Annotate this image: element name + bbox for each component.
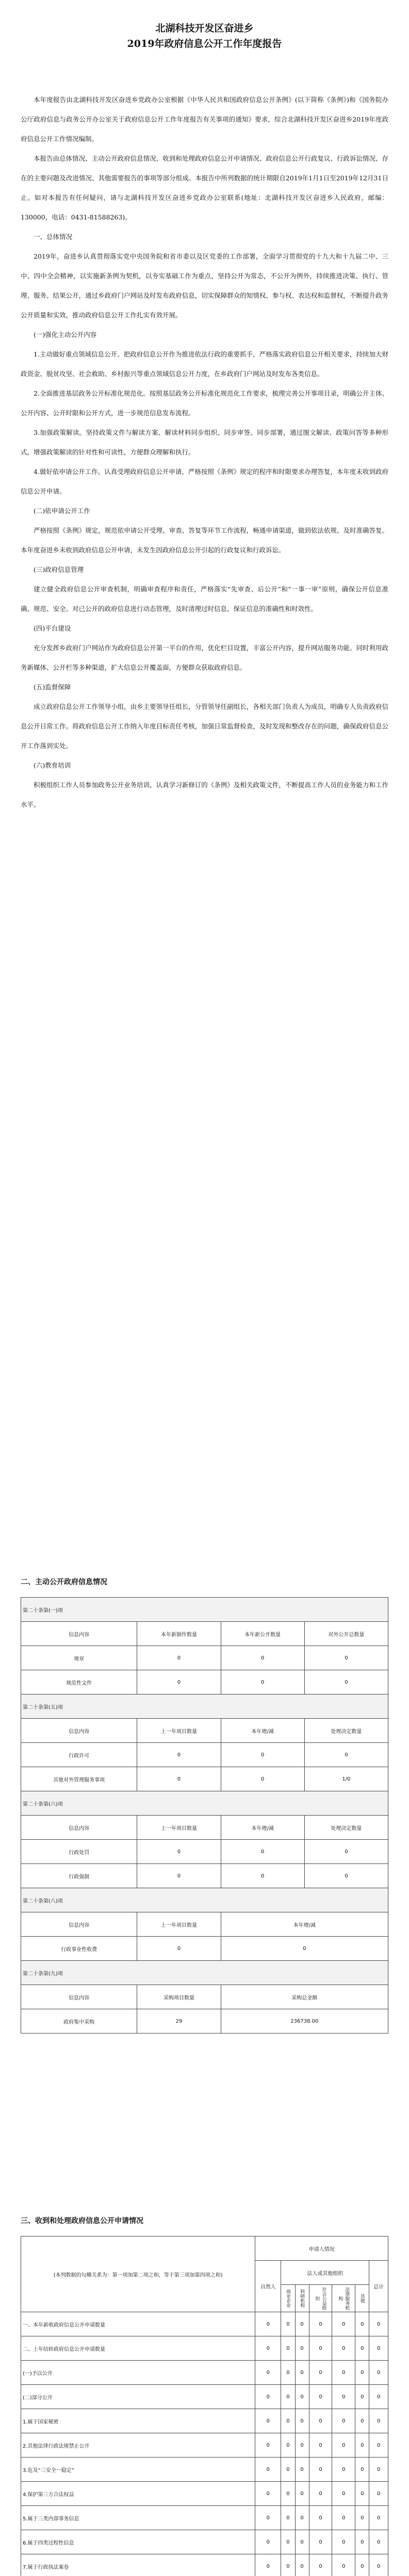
table-cell: 行政强制 (21, 1864, 137, 1888)
table-cell: 0 (304, 1646, 388, 1670)
table-cell: 0 (255, 2554, 281, 2576)
table-cell: 0 (369, 2482, 388, 2506)
table-cell: 0 (309, 2482, 332, 2506)
table-cell: 0 (332, 2385, 355, 2409)
table-cell: 0 (137, 1864, 221, 1888)
table-cell: 0 (221, 1937, 388, 1961)
row-label: 1.属于国家秘密 (21, 2409, 255, 2433)
table-cell: 0 (355, 2409, 369, 2433)
section-3-heading: 三、收到和处理政府信息公开申请情况 (21, 2217, 143, 2225)
table-cell: 0 (332, 2554, 355, 2576)
table-cell: 0 (355, 2433, 369, 2458)
report-title (21, 21, 388, 52)
table-header: 采购总金额 (221, 1985, 388, 2009)
table-cell: 0 (295, 2554, 309, 2576)
table-cell: 0 (309, 2336, 332, 2361)
table-cell: 0 (369, 2385, 388, 2409)
table-cell: 规章 (21, 1646, 137, 1670)
table-header: 本年增/减 (221, 1912, 388, 1937)
table-row (21, 2336, 388, 2361)
table-cell: 0 (295, 2530, 309, 2554)
table-cell: 0 (255, 2336, 281, 2361)
table-cell: 0 (309, 2506, 332, 2530)
table-cell: 政府集中采购 (21, 2009, 137, 2033)
active-disclosure-table (21, 1597, 388, 2033)
table-cell: 0 (369, 2530, 388, 2554)
table-cell: 0 (369, 2458, 388, 2482)
table-row (21, 2506, 388, 2530)
table-cell: 0 (255, 2458, 281, 2482)
table-cell: 行政处罚 (21, 1840, 137, 1864)
table-cell: 0 (355, 2312, 369, 2336)
table-cell: 0 (137, 1840, 221, 1864)
table-header: 社会公益组织 (309, 2285, 332, 2312)
table-cell: 0 (355, 2361, 369, 2385)
applications-table-body (21, 2312, 388, 2576)
table-row (21, 2361, 388, 2385)
paragraph: (一)强化主动公开内容 (34, 331, 97, 338)
table-cell: 0 (309, 2361, 332, 2385)
table-section-label: 第二十条第(九)项 (21, 1961, 388, 1985)
applications-table (21, 2236, 388, 2576)
table-cell: 0 (221, 1743, 304, 1767)
table-row (21, 2458, 388, 2482)
row-label: 6.属于四类过程性信息 (21, 2530, 255, 2554)
table-header: 上一年项目数量 (137, 1719, 221, 1743)
table-cell: 0 (304, 1670, 388, 1694)
table-cell: 0 (309, 2409, 332, 2433)
paragraph: (二)依申请公开工作 (34, 507, 90, 515)
table-header: 对外公开总数量 (304, 1622, 388, 1646)
table-header: 本年新公开数量 (221, 1622, 304, 1646)
table-cell: 0 (369, 2312, 388, 2336)
paragraph: 4.做好依申请公开工作。认真受理政府信息公开申请，严格按照《条例》规定的程序和时限要求办理答复，本年度未收到政府信息公开申请。 (21, 468, 388, 495)
table-cell: 0 (332, 2312, 355, 2336)
table-cell: 0 (332, 2458, 355, 2482)
table-cell: 0 (332, 2409, 355, 2433)
table-cell: 0 (221, 1646, 304, 1670)
table-header: 本年新制作数量 (137, 1622, 221, 1646)
row-label: (一)予以公开 (21, 2361, 255, 2385)
intro-paragraph: 本年度报告由北湖科技开发区奋进乡党政办公室根据《中华人民共和国政府信息公开条例》(以下简称《条例》)和《国务院办公厅政府信息与政务公开办公室关于政府信息公开工作年度报告有关事项的通知》要求，综合北湖科技开发区奋进乡2019年度政府信息公开工作情况编制。 (21, 96, 388, 143)
title-line-2: 2019年政府信息公开工作年度报告 (127, 38, 282, 49)
table-cell: 0 (355, 2530, 369, 2554)
table-header: 信息内容 (21, 1912, 137, 1937)
table-cell: 0 (309, 2458, 332, 2482)
table-cell: 0 (255, 2409, 281, 2433)
table-cell: 0 (304, 1840, 388, 1864)
section-heading: 一、总体情况 (34, 233, 73, 241)
table-row (21, 2482, 388, 2506)
table-cell: 0 (281, 2554, 295, 2576)
table-cell: 0 (137, 1767, 221, 1791)
paragraph: (五)监督保障 (34, 683, 71, 691)
row-label: 7.属于行政执法案卷 (21, 2554, 255, 2576)
table-cell: 0 (369, 2409, 388, 2433)
table-cell: 0 (295, 2336, 309, 2361)
table-section-label: 第二十条第(一)项 (21, 1598, 388, 1622)
table-cell: 0 (309, 2312, 332, 2336)
paragraph: 2.全面推进基层政务公开标准化规范化。按照基层政务公开标准化规范化工作要求，梳理完善公开事项目录，明确公开主体、公开内容、公开时限和公开方式，进一步规范信息发布流程。 (21, 389, 388, 417)
table-cell: 1/0 (304, 1767, 388, 1791)
table-cell: 0 (255, 2530, 281, 2554)
row-label: 5.属于三类内部事务信息 (21, 2506, 255, 2530)
table-cell: 0 (281, 2336, 295, 2361)
table-header: 科研机构 (295, 2285, 309, 2312)
table-row (21, 2409, 388, 2433)
table-cell: 规范性文件 (21, 1670, 137, 1694)
table-cell: 0 (369, 2506, 388, 2530)
table-cell: 236738.00 (221, 2009, 388, 2033)
table-cell: 0 (137, 1743, 221, 1767)
table-cell: 0 (255, 2482, 281, 2506)
table-cell: 0 (369, 2336, 388, 2361)
table-cell: 0 (332, 2336, 355, 2361)
table-header: 上一年项目数量 (137, 1816, 221, 1840)
table-cell: 0 (255, 2433, 281, 2458)
table-cell: 0 (281, 2530, 295, 2554)
table-cell: 0 (295, 2361, 309, 2385)
paragraph: 严格按照《条例》规定，规范依申请公开受理、审查、答复等环节工作流程，畅通申请渠道，做到依法依规、及时准确答复。本年度奋进乡未收到政府信息公开申请，未发生因政府信息公开引起的行政复议和行政诉讼。 (21, 527, 388, 554)
table-cell: 0 (281, 2385, 295, 2409)
table-cell: 0 (137, 1670, 221, 1694)
table-cell: 0 (369, 2433, 388, 2458)
table-cell: 0 (221, 1767, 304, 1791)
table-cell: 0 (332, 2433, 355, 2458)
table-header: 本年增/减 (221, 1816, 304, 1840)
table-cell: 0 (309, 2433, 332, 2458)
table-cell: 0 (355, 2482, 369, 2506)
table-header: 信息内容 (21, 1985, 137, 2009)
table-section-label: 第二十条第(六)项 (21, 1791, 388, 1816)
table-cell: 0 (221, 1864, 304, 1888)
table-cell: 0 (309, 2530, 332, 2554)
row-label: 3.危及“三安全一稳定” (21, 2458, 255, 2482)
table-section-label: 第二十条第(八)项 (21, 1888, 388, 1912)
table-cell: 0 (295, 2385, 309, 2409)
table-cell: 0 (355, 2554, 369, 2576)
table-cell: 0 (281, 2458, 295, 2482)
table-cell: 0 (137, 1646, 221, 1670)
table-row (21, 2554, 388, 2576)
table-cell: 0 (355, 2385, 369, 2409)
table-row (21, 2385, 388, 2409)
row-label: 二、上年结转政府信息公开申请数量 (21, 2336, 255, 2361)
row-label: 2.其他法律行政法规禁止公开 (21, 2433, 255, 2458)
table-header: 总计 (369, 2261, 388, 2312)
paragraph: 成立政府信息公开工作领导小组，由乡主要领导任组长，分管领导任副组长，各相关部门负责人为成员，明确专人负责政府信息公开日常工作。将政府信息公开工作纳入年度目标责任考核，加强日常监督检查，及时发现和整改存在的问题，确保政府信息公开工作落到实处。 (21, 703, 388, 750)
paragraph: 3.加强政策解读。坚持政策文件与解读方案、解读材料同步组织、同步审签、同步部署，通过图文解读、政策问答等多种形式，增强政策解读的针对性和可读性，方便群众理解和执行。 (21, 429, 388, 456)
table-cell: 0 (221, 1670, 304, 1694)
table-cell: 0 (221, 1840, 304, 1864)
table-cell: 0 (332, 2482, 355, 2506)
table-cell: 0 (295, 2433, 309, 2458)
table-section-label: 第二十条第(五)项 (21, 1694, 388, 1719)
table-cell: 0 (304, 1864, 388, 1888)
table-cell: 0 (281, 2482, 295, 2506)
paragraph: 充分发挥乡政府门户网站作为政府信息公开第一平台的作用，优化栏目设置，丰富公开内容，提升网站服务功能。同时利用政务新媒体、公开栏等多种渠道，扩大信息公开覆盖面，方便群众获取政府信息。 (21, 644, 388, 671)
table-cell: 0 (281, 2506, 295, 2530)
table-header: 法人或其他组织 (281, 2261, 369, 2285)
row-label: (二)部分公开 (21, 2385, 255, 2409)
table-header: 法律服务机构 (332, 2285, 355, 2312)
table-row (21, 2312, 388, 2336)
table-cell: 0 (255, 2361, 281, 2385)
table-cell: 0 (304, 1743, 388, 1767)
table-row (21, 2433, 388, 2458)
table-cell: 0 (332, 2506, 355, 2530)
table-cell: 0 (309, 2554, 332, 2576)
table-header: 申请人情况 (255, 2236, 388, 2261)
paragraph: (六)教育培训 (34, 761, 71, 769)
paragraph: (三)政府信息管理 (34, 566, 84, 573)
table-cell: 0 (281, 2409, 295, 2433)
table-cell: 0 (255, 2506, 281, 2530)
table-cell: 0 (355, 2458, 369, 2482)
table-cell: 0 (295, 2482, 309, 2506)
table-header: 自然人 (255, 2261, 281, 2312)
table-cell: 0 (295, 2409, 309, 2433)
table-header: 采购项目数量 (137, 1985, 221, 2009)
table-cell: 行政许可 (21, 1743, 137, 1767)
table-cell: 0 (281, 2312, 295, 2336)
table-cell: 0 (355, 2336, 369, 2361)
table-header: 上一年项目数量 (137, 1912, 221, 1937)
report-page (21, 0, 388, 2576)
table-cell: 29 (137, 2009, 221, 2033)
table-cell: 0 (332, 2530, 355, 2554)
table-cell: 0 (295, 2458, 309, 2482)
table-row (21, 2530, 388, 2554)
paragraph: (四)平台建设 (34, 624, 71, 632)
table-header: 本年增/减 (221, 1719, 304, 1743)
table-cell: 0 (369, 2554, 388, 2576)
paragraph: 建立健全政府信息公开审查机制，明确审查程序和责任，严格落实“先审查、后公开”和“一事一审”原则，确保公开信息准确、规范、安全。对已公开的政府信息进行动态管理，及时清理过时信息，保证信息的准确性和时效性。 (21, 585, 388, 613)
table-header: 处理决定数量 (304, 1719, 388, 1743)
paragraph: 积极组织工作人员参加政务公开业务培训，认真学习新修订的《条例》及相关政策文件，不断提高工作人员的业务能力和工作水平。 (21, 781, 388, 808)
intro-paragraph: 本报告由总体情况、主动公开政府信息情况、收到和处理政府信息公开申请情况、政府信息公开行政复议、行政诉讼情况、存在的主要问题及改进情况、其他需要报告的事项等部分组成。本报告中所列数据的统计期限自2019年1月1日至2019年12月31日止。如对本报告有任何疑问，请与北湖科技开发区奋进乡党政办公室联系(地址：北湖科技开发区奋进乡人民政府，邮编：130000，电话：0431-81588263)。 (21, 155, 388, 221)
table-cell: 0 (309, 2385, 332, 2409)
table-header: 处理决定数量 (304, 1816, 388, 1840)
table-cell: 0 (281, 2361, 295, 2385)
section-2-heading: 二、主动公开政府信息情况 (21, 1578, 107, 1586)
row-label: 一、本年新收政府信息公开申请数量 (21, 2312, 255, 2336)
table-cell: 其他对外管理服务事项 (21, 1767, 137, 1791)
title-line-1: 北湖科技开发区奋进乡 (155, 23, 254, 34)
table-cell: 0 (137, 1937, 221, 1961)
table-header: 信息内容 (21, 1719, 137, 1743)
table-cell: 0 (255, 2312, 281, 2336)
table-cell: 0 (281, 2433, 295, 2458)
table-cell: 0 (295, 2506, 309, 2530)
table-header: 信息内容 (21, 1816, 137, 1840)
table-cell: 0 (255, 2385, 281, 2409)
table-cell: 0 (295, 2312, 309, 2336)
table-corner-note: (本列数据的勾稽关系为：第一项加第二项之和，等于第三项加第四项之和) (21, 2236, 255, 2312)
paragraph: 1.主动做好重点领域信息公开。把政府信息公开作为推进依法行政的重要抓手，严格落实政府信息公开相关要求，持续加大财政资金、脱贫攻坚、社会救助、乡村振兴等重点领域信息公开力度，在乡政府门户网站及时发布各类信息。 (21, 350, 388, 378)
report-body (21, 90, 388, 815)
table-cell: 行政事业性收费 (21, 1937, 137, 1961)
table-cell: 0 (369, 2361, 388, 2385)
table-header: 商业企业 (281, 2285, 295, 2312)
table-cell: 0 (355, 2506, 369, 2530)
paragraph: 2019年，奋进乡认真贯彻落实党中央国务院和省市委以及区党委的工作部署，全面学习贯彻党的十九大和十九届二中、三中、四中全会精神，以实施新条例为契机，以夯实基础工作为重点，坚持公开为常态，不公开为例外，持续推进决策、执行、管理、服务、结果公开，通过乡政府门户网站及时发布政府信息，切实保障群众的知情权、参与权、表达权和监督权，不断提升政务公开质量和实效，推动政府信息公开工作扎实有效开展。 (21, 252, 388, 319)
table-header: 信息内容 (21, 1622, 137, 1646)
table-header: 其他 (355, 2285, 369, 2312)
row-label: 4.保护第三方合法权益 (21, 2482, 255, 2506)
table-cell: 0 (332, 2361, 355, 2385)
